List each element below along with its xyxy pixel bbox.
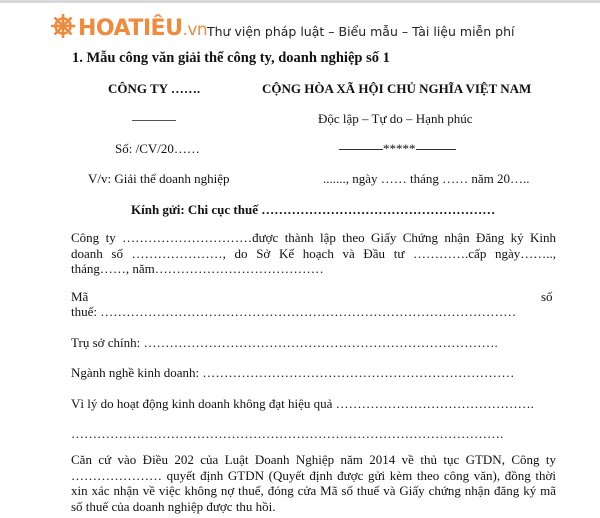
company-name: CÔNG TY ……. xyxy=(108,81,201,96)
logo-text xyxy=(78,16,207,41)
company-registration-paragraph: Công ty …………………………được thành lập theo Giấy Chứng nhận Đăng ký Kinh doanh số …………………, do Sở Kế hoạch và Đầu tư ………….cấp ngày…….., tháng……, năm………………………………… xyxy=(71,230,556,276)
page-title: 1. Mẫu công văn giải thể công ty, doanh nghiệp số 1 xyxy=(72,50,390,66)
tax-code-label-right: số xyxy=(541,289,553,304)
top-border xyxy=(0,0,600,3)
divider xyxy=(132,120,176,121)
nation-heading: CỘNG HÒA XÃ HỘI CHỦ NGHĨA VIỆT NAM xyxy=(262,81,532,96)
business-line: Ngành nghề kinh doanh: ……………………………………………………………… xyxy=(71,365,515,380)
address-line: Trụ sở chính: ………………………………………………………………………. xyxy=(71,335,498,350)
motto-divider xyxy=(339,141,456,156)
document-number: Số: /CV/20…… xyxy=(115,141,200,156)
logo[interactable] xyxy=(50,13,207,44)
tagline: Thư viện pháp luật – Biểu mẫu – Tài liệu miễn phí xyxy=(207,24,515,39)
dissolution-paragraph: Căn cứ vào Điều 202 của Luật Doanh Nghiệp năm 2014 về thủ tục GTDN, Công ty ………………… quyết định GTDN (Quyết định được gửi kèm theo công văn), đồng thời xin xác nhận về việc không nợ thuế, đóng cửa Mã số thuế và Giấy chứng nhận đăng ký mã số thuế của doanh nghiệp được thu hồi. xyxy=(71,452,556,514)
reason-line: Vì lý do hoạt động kinh doanh không đạt hiệu quả ………………………………………. xyxy=(71,396,534,411)
ship-wheel-icon xyxy=(50,13,76,44)
tax-code-label: Mã xyxy=(71,289,89,304)
subject-line: V/v: Giải thể doanh nghiệp xyxy=(88,171,230,186)
logo-suffix: .vn xyxy=(182,20,208,40)
stars: ***** xyxy=(383,141,416,156)
motto: Độc lập – Tự do – Hạnh phúc xyxy=(318,111,473,126)
recipient: Kính gửi: Chi cục thuế ……………………………………………… xyxy=(131,202,496,217)
reason-continued: ………………………………………………………………………………………. xyxy=(71,426,504,441)
logo-name: HOATIÊU xyxy=(78,16,183,41)
tax-code-line: thuế: …………………………………………………………………………………… xyxy=(71,304,517,319)
date-line: ......., ngày …… tháng …… năm 20….. xyxy=(323,171,530,186)
